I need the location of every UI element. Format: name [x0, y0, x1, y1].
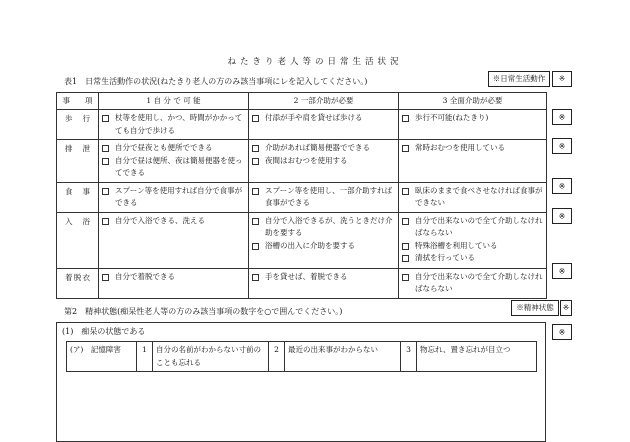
row-walking: [57, 110, 547, 140]
option-text: 自分で昼は便所、夜は簡易便器を使ってできる: [115, 155, 243, 177]
option-text: 物忘れ、置き忘れが目立つ: [417, 342, 537, 372]
adl-table: [56, 92, 547, 299]
section2-tag: ※精神状態: [511, 300, 559, 316]
checkbox[interactable]: [102, 158, 109, 165]
header-partial: 2 一部介助が必要: [249, 93, 399, 110]
document-title: ねたきり老人等の日常生活状況: [227, 57, 403, 67]
option-text: 浴槽の出入に介助を要する: [265, 240, 355, 250]
header-self: 1 自 分 で 可 能: [99, 93, 249, 110]
option-text: スプーン等を使用すれば自分で食事ができる: [115, 185, 243, 207]
option-text: 常時おむつを使用している: [415, 143, 505, 152]
option-text: 自分で入浴できるが、洗うときだけ介助を要する: [265, 215, 393, 237]
checkbox[interactable]: [102, 145, 109, 152]
option-text: 清拭を行っている: [415, 253, 475, 262]
adl-header-row: [57, 93, 547, 110]
section2-tag-mark: ※: [560, 300, 572, 316]
option-text: 自分の名前がわからない寸前のことも忘れる: [153, 342, 269, 372]
header-item: 事 項: [57, 93, 99, 110]
checkbox[interactable]: [402, 218, 409, 225]
section1-heading: 表1 日常生活動作の状況(ねたきり老人の方のみ該当事項にレを記入してください。): [64, 77, 368, 86]
option-number[interactable]: 3: [401, 342, 417, 372]
checkbox[interactable]: [252, 218, 259, 225]
checkbox[interactable]: [252, 274, 259, 281]
checkbox[interactable]: [252, 188, 259, 195]
option-text: 手を貸せば、着脱できる: [265, 271, 348, 281]
checkbox[interactable]: [102, 115, 109, 122]
option-text: 自分で入浴できる、洗える: [115, 215, 205, 225]
row-eating-mark: ※: [552, 178, 572, 194]
option-text: 自分で出来ないので全て介助しなければならない: [415, 215, 543, 237]
row-eating: [57, 182, 547, 212]
checkbox[interactable]: [402, 115, 409, 122]
category-label: 歩行: [57, 110, 99, 140]
memory-table: [66, 341, 537, 372]
dementia-heading: (1) 痴呆の状態である: [62, 327, 146, 336]
mental-state-section: [56, 322, 546, 442]
category-label: 入浴: [57, 212, 99, 268]
checkbox[interactable]: [252, 145, 259, 152]
section1-tag: ※日常生活動作: [488, 71, 550, 87]
category-label: 食事: [57, 182, 99, 212]
checkbox[interactable]: [252, 243, 259, 250]
row-bathing-mark: ※: [552, 208, 572, 224]
section2-heading: 第2 精神状態(痴呆性老人等の方のみ該当事項の数字を○で囲んでください。): [64, 307, 343, 316]
option-text: 夜間はおむつを使用する: [265, 155, 348, 165]
row-dressing: [57, 268, 547, 298]
row-bathing: [57, 212, 547, 268]
checkbox[interactable]: [102, 218, 109, 225]
option-text: 杖等を使用し、かつ、時間がかかってても自分で歩ける: [115, 113, 243, 135]
checkbox[interactable]: [402, 188, 409, 195]
option-number[interactable]: 2: [269, 342, 285, 372]
option-text: スプーン等を使用し、一部介助すれば食事ができる: [265, 185, 393, 207]
memory-label: (ア) 記憶障害: [67, 342, 137, 372]
section1-tag-mark: ※: [552, 71, 572, 87]
option-text: 付添が手や肩を貸せば歩ける: [265, 113, 363, 122]
header-full: 3 全面介助が必要: [399, 93, 547, 110]
option-text: 介助があれば簡易便器でできる: [265, 143, 370, 152]
row-walking-mark: ※: [552, 109, 572, 125]
checkbox[interactable]: [402, 274, 409, 281]
checkbox[interactable]: [402, 243, 409, 250]
option-text: 最近の出来事がわからない: [285, 342, 401, 372]
option-text: 歩行不可能(ねたきり): [415, 113, 489, 122]
memory-row: [67, 342, 537, 372]
row-dressing-mark: ※: [552, 263, 572, 279]
option-number[interactable]: 1: [137, 342, 153, 372]
checkbox[interactable]: [402, 255, 409, 262]
category-label: 着脱衣: [57, 268, 99, 298]
option-text: 自分で着脱できる: [115, 271, 175, 281]
checkbox[interactable]: [252, 158, 259, 165]
option-text: 特殊浴槽を利用している: [415, 240, 498, 250]
row-excretion-mark: ※: [552, 138, 572, 154]
checkbox[interactable]: [102, 274, 109, 281]
option-text: 自分で出来ないので全て介助しなければならない: [415, 271, 543, 293]
dementia-mark: ※: [552, 324, 572, 340]
category-label: 排泄: [57, 140, 99, 183]
checkbox[interactable]: [402, 145, 409, 152]
checkbox[interactable]: [252, 115, 259, 122]
option-text: 臥床のままで食べさせなければ食事ができない: [415, 185, 543, 207]
row-excretion: [57, 140, 547, 183]
checkbox[interactable]: [102, 188, 109, 195]
option-text: 自分で昼夜とも便所でできる: [115, 143, 213, 152]
